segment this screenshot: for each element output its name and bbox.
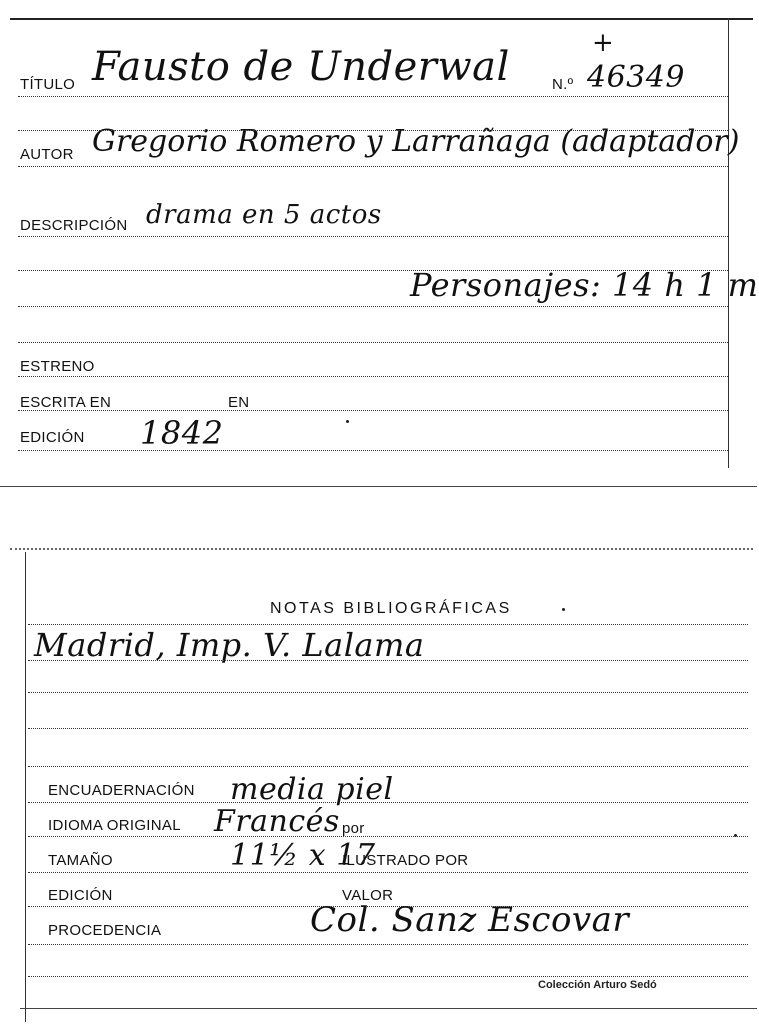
autor-rule (18, 166, 728, 167)
encuadernacion-value: media piel (230, 772, 394, 807)
edicion-back-label: EDICIÓN (48, 887, 113, 904)
ilustrado-por-label: ILUSTRADO POR (342, 852, 469, 869)
catalog-card-front (0, 0, 759, 500)
card-top-edge (10, 18, 753, 20)
autor-label: AUTOR (20, 146, 74, 163)
descripcion-rule (18, 236, 728, 237)
rule (28, 692, 748, 693)
card-left-edge (25, 552, 26, 1022)
card-bottom-edge (0, 486, 757, 487)
tamano-value: 11½ x 17 (230, 838, 376, 873)
descripcion-value: drama en 5 actos (146, 200, 382, 230)
idioma-original-label: IDIOMA ORIGINAL (48, 817, 181, 834)
rule (18, 306, 728, 307)
idioma-rule (28, 836, 748, 837)
procedencia-value: Col. Sanz Escovar (310, 900, 630, 940)
en-label: EN (228, 394, 250, 411)
notas-value: Madrid, Imp. V. Lalama (34, 626, 425, 664)
tamano-label: TAMAÑO (48, 852, 113, 869)
rule (28, 766, 748, 767)
ink-speck (346, 420, 349, 423)
autor-value: Gregorio Romero y Larrañaga (adaptador) (92, 124, 740, 159)
edicion-label: EDICIÓN (20, 429, 85, 446)
personajes-value: Personajes: 14 h 1 m (410, 266, 759, 304)
notas-heading: NOTAS BIBLIOGRÁFICAS (270, 600, 512, 617)
por-label: por (342, 820, 365, 837)
numero-label: N.º (552, 76, 574, 93)
procedencia-rule (28, 944, 748, 945)
titulo-label: TÍTULO (20, 76, 76, 93)
titulo-rule (18, 96, 728, 97)
tamano-rule (28, 872, 748, 873)
escrita-rule (18, 410, 728, 411)
numero-value: 46349 (587, 60, 685, 95)
edicion-rule (18, 450, 728, 451)
ink-speck (734, 834, 737, 837)
card-right-edge (728, 18, 729, 468)
idioma-original-value: Francés (214, 804, 340, 839)
rule (28, 976, 748, 977)
valor-label: VALOR (342, 887, 394, 904)
notas-rule (28, 660, 748, 661)
card-bottom-edge (20, 1008, 757, 1009)
catalog-card-back (0, 538, 759, 1028)
estreno-rule (18, 376, 728, 377)
estreno-label: ESTRENO (20, 358, 95, 375)
escrita-en-label: ESCRITA EN (20, 394, 112, 411)
numero-mark: + (592, 28, 615, 58)
descripcion-label: DESCRIPCIÓN (20, 217, 128, 234)
rule (18, 342, 728, 343)
procedencia-label: PROCEDENCIA (48, 922, 162, 939)
encuadernacion-label: ENCUADERNACIÓN (48, 782, 195, 799)
encuadernacion-rule (28, 802, 748, 803)
collection-footer: Colección Arturo Sedó (538, 979, 657, 991)
rule (18, 130, 728, 131)
rule (28, 728, 748, 729)
edicion-value: 1842 (140, 414, 224, 452)
card-top-edge (10, 548, 753, 550)
ink-speck (562, 608, 565, 611)
rule (28, 624, 748, 625)
titulo-value: Fausto de Underwal (92, 44, 510, 90)
